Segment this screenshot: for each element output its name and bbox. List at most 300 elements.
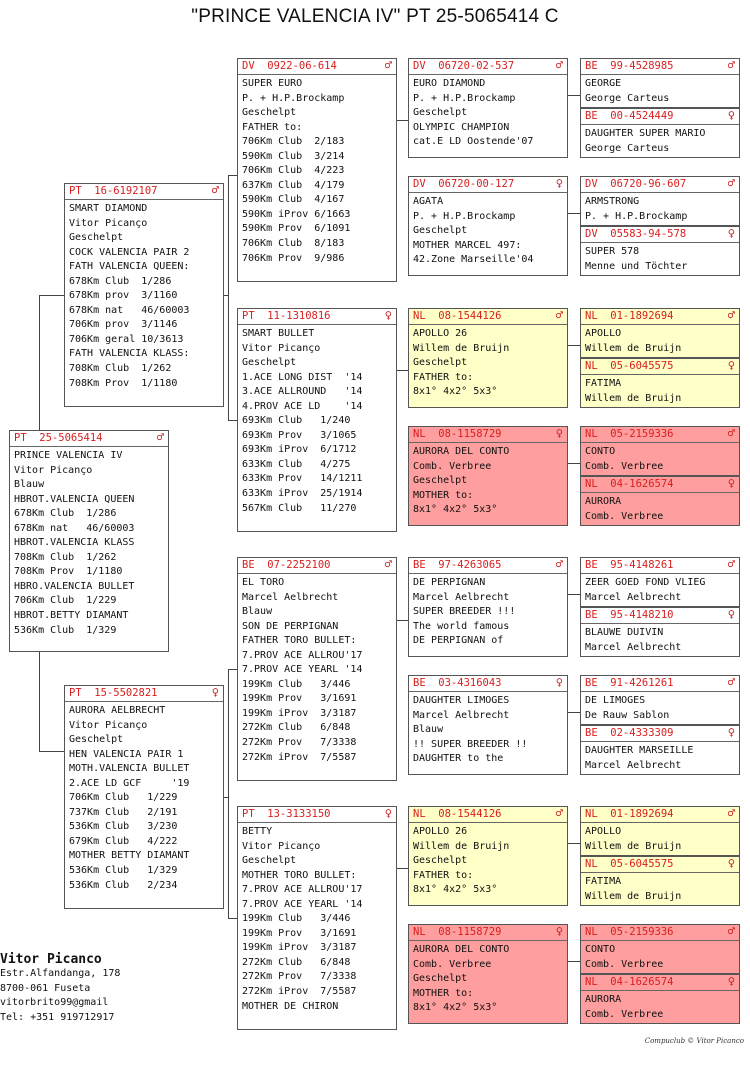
pigeon-name: AURORA AELBRECHT — [69, 705, 166, 716]
pigeon-info-line: 199Km Prov 3/1691 — [242, 693, 357, 705]
pigeon-name: SMART DIAMOND — [69, 203, 148, 214]
ring-label: NL 04-1626574 — [585, 976, 674, 988]
ring-number — [581, 975, 739, 991]
ring-number — [581, 59, 739, 75]
female-symbol-icon: ♀ — [384, 806, 392, 820]
pigeon-info-line: FATH VALENCIA KLASS: — [69, 348, 190, 360]
pigeon-info-line: Geschelpt — [242, 855, 297, 867]
pigeon-info-line: 678Km Club 1/286 — [69, 275, 172, 287]
pigeon-info-line: 706Km Club 4/223 — [242, 165, 345, 177]
pigeon-name: GEORGE — [585, 78, 622, 89]
pigeon-name: BLAUWE DUIVIN — [585, 627, 664, 638]
ring-label: NL 08-1544126 — [413, 310, 502, 322]
connector-line — [228, 669, 229, 919]
pigeon-info-line: MOTHER DE CHIRON — [242, 1000, 339, 1012]
pigeon-card — [580, 607, 740, 657]
pigeon-info-line: Vitor Picanço — [14, 464, 93, 476]
female-symbol-icon: ♀ — [211, 685, 219, 699]
pigeon-info-line: 706Km geral 10/3613 — [69, 333, 184, 345]
male-symbol-icon: ♂ — [727, 308, 735, 322]
pigeon-card — [64, 685, 224, 909]
pigeon-info-line: 272Km iProv 7/5587 — [242, 751, 357, 763]
pigeon-info-line: Geschelpt — [413, 475, 468, 487]
connector-line — [228, 669, 237, 670]
ring-number — [409, 558, 567, 574]
pigeon-card — [580, 176, 740, 226]
female-symbol-icon: ♀ — [727, 974, 735, 988]
pigeon-info-line: 693Km Club 1/240 — [242, 415, 351, 427]
pigeon-name: SUPER 578 — [585, 246, 640, 257]
ring-number — [238, 558, 396, 574]
footer-credit: Compuclub © Vitor Picanco — [644, 1037, 744, 1045]
ring-label: NL 01-1892694 — [585, 808, 674, 820]
pigeon-info-line: 7.PROV ACE ALLROU'17 — [242, 649, 363, 661]
connector-line — [568, 961, 580, 962]
ring-label: DV 06720-00-127 — [413, 178, 515, 190]
pigeon-name: PRINCE VALENCIA IV — [14, 450, 123, 461]
pigeon-card — [408, 675, 568, 775]
pigeon-info-line: !! SUPER BREEDER !! — [413, 738, 528, 750]
pigeon-name: EURO DIAMOND — [413, 78, 486, 89]
female-symbol-icon: ♀ — [555, 924, 563, 938]
ring-number — [65, 184, 223, 200]
pigeon-info-line: cat.E LD Oostende'07 — [413, 136, 534, 148]
owner-phone: Tel: +351 919712917 — [0, 1011, 115, 1023]
female-symbol-icon: ♀ — [555, 176, 563, 190]
pigeon-card — [64, 183, 224, 407]
pigeon-info-line: 8x1° 4x2° 5x3° — [413, 1002, 498, 1014]
pigeon-info-line: 708Km Prov 1/1180 — [14, 566, 123, 578]
pigeon-info-line: Comb. Verbree — [585, 510, 664, 522]
male-symbol-icon: ♂ — [156, 430, 164, 444]
connector-line — [397, 120, 408, 121]
ring-label: NL 04-1626574 — [585, 478, 674, 490]
ring-number — [409, 925, 567, 941]
pigeon-info-line: 633Km Club 4/275 — [242, 458, 351, 470]
female-symbol-icon: ♀ — [727, 108, 735, 122]
ring-number — [238, 807, 396, 823]
pigeon-info-line: 706Km Prov 9/986 — [242, 252, 345, 264]
ring-label: NL 08-1544126 — [413, 808, 502, 820]
pigeon-info-line: Vitor Picanço — [242, 840, 321, 852]
pigeon-info-line: Vitor Picanço — [69, 719, 148, 731]
pigeon-card — [237, 806, 397, 1030]
pigeon-info-line: P. + H.P.Brockamp — [242, 92, 345, 104]
male-symbol-icon: ♂ — [727, 176, 735, 190]
pigeon-info-line: 272Km Prov 7/3338 — [242, 737, 357, 749]
pigeon-info-line: 679Km Club 4/222 — [69, 835, 178, 847]
pigeon-info-line: Willem de Bruijn — [585, 342, 682, 354]
ring-label: BE 03-4316043 — [413, 677, 502, 689]
pigeon-card — [408, 58, 568, 158]
pigeon-info-line: 1.ACE LONG DIST '14 — [242, 371, 363, 383]
pigeon-info-line: 3.ACE ALLROUND '14 — [242, 386, 363, 398]
pigeon-info-line: 590Km iProv 6/1663 — [242, 208, 351, 220]
pigeon-info-line: SON DE PERPIGNAN — [242, 620, 339, 632]
pigeon-info-line: Comb. Verbree — [413, 460, 492, 472]
pigeon-info-line: P. + H.P.Brockamp — [585, 210, 688, 222]
pigeon-info-line: 272Km Prov 7/3338 — [242, 971, 357, 983]
ring-number — [409, 59, 567, 75]
pigeon-card — [580, 557, 740, 607]
pigeon-info-line: 633Km Prov 14/1211 — [242, 473, 363, 485]
ring-number — [409, 177, 567, 193]
pigeon-info-line: Geschelpt — [69, 232, 124, 244]
pigeon-info-line: 8x1° 4x2° 5x3° — [413, 386, 498, 398]
pigeon-info-line: Geschelpt — [413, 225, 468, 237]
pigeon-card — [9, 430, 169, 652]
pigeon-info-line: OLYMPIC CHAMPION — [413, 121, 510, 133]
female-symbol-icon: ♀ — [555, 675, 563, 689]
male-symbol-icon: ♂ — [555, 308, 563, 322]
pigeon-info-line: 567Km Club 11/270 — [242, 502, 357, 514]
pigeon-info-line: 693Km Prov 3/1065 — [242, 429, 357, 441]
pigeon-name: AURORA DEL CONTO — [413, 944, 510, 955]
pigeon-name: CONTO — [585, 446, 616, 457]
ring-label: NL 01-1892694 — [585, 310, 674, 322]
pigeon-info-line: 536Km Club 3/230 — [69, 821, 178, 833]
ring-number — [581, 925, 739, 941]
ring-number — [581, 109, 739, 125]
pigeon-info-line: Marcel Aelbrecht — [413, 591, 510, 603]
ring-label: BE 97-4263065 — [413, 559, 502, 571]
owner-name: Vitor Picanco — [0, 952, 102, 967]
female-symbol-icon: ♀ — [555, 426, 563, 440]
ring-number — [581, 857, 739, 873]
pigeon-name: BETTY — [242, 826, 273, 837]
pigeon-name: FATIMA — [585, 378, 622, 389]
pigeon-info-line: 678Km prov 3/1160 — [69, 290, 178, 302]
ring-number — [409, 427, 567, 443]
connector-line — [228, 918, 237, 919]
pigeon-info-line: 737Km Club 2/191 — [69, 806, 178, 818]
pigeon-card — [580, 226, 740, 276]
ring-label: NL 05-2159336 — [585, 428, 674, 440]
female-symbol-icon: ♀ — [727, 226, 735, 240]
pigeon-info-line: 590Km Club 3/214 — [242, 150, 345, 162]
pigeon-name: AGATA — [413, 196, 444, 207]
female-symbol-icon: ♀ — [727, 725, 735, 739]
pigeon-card — [580, 974, 740, 1024]
pigeon-info-line: Marcel Aelbrecht — [585, 591, 682, 603]
ring-number — [10, 431, 168, 447]
pigeon-name: ZEER GOED FOND VLIEG — [585, 577, 706, 588]
ring-number — [238, 309, 396, 325]
pigeon-card — [580, 924, 740, 974]
pigeon-info-line: FATHER to: — [413, 371, 474, 383]
owner-address: Estr.Alfandanga, 178 — [0, 968, 121, 979]
pigeon-info-line: COCK VALENCIA PAIR 2 — [69, 246, 190, 258]
ring-label: NL 08-1158729 — [413, 428, 502, 440]
ring-number — [581, 309, 739, 325]
connector-line — [39, 652, 40, 752]
female-symbol-icon: ♀ — [384, 308, 392, 322]
female-symbol-icon: ♀ — [727, 856, 735, 870]
pigeon-info-line: FATHER to: — [242, 121, 303, 133]
pigeon-info-line: FATH VALENCIA QUEEN: — [69, 261, 190, 273]
pigeon-name: APOLLO 26 — [413, 328, 468, 339]
ring-label: DV 0922-06-614 — [242, 60, 337, 72]
pigeon-info-line: 708Km Club 1/262 — [14, 551, 117, 563]
ring-number — [581, 558, 739, 574]
pigeon-info-line: Marcel Aelbrecht — [585, 759, 682, 771]
pigeon-info-line: Marcel Aelbrecht — [413, 709, 510, 721]
female-symbol-icon: ♀ — [727, 358, 735, 372]
pigeon-name: DAUGHTER MARSEILLE — [585, 745, 694, 756]
ring-number — [581, 807, 739, 823]
pigeon-info-line: MOTHER TORO BULLET: — [242, 869, 357, 881]
pigeon-info-line: Blauw — [242, 606, 273, 618]
pigeon-card — [237, 557, 397, 781]
pigeon-info-line: Geschelpt — [413, 973, 468, 985]
pigeon-info-line: Comb. Verbree — [585, 460, 664, 472]
pigeon-info-line: Vitor Picanço — [69, 217, 148, 229]
pigeon-name: AURORA — [585, 994, 622, 1005]
connector-line — [568, 213, 580, 214]
pigeon-name: ARMSTRONG — [585, 196, 640, 207]
pigeon-card — [580, 675, 740, 725]
pigeon-info-line: Comb. Verbree — [585, 958, 664, 970]
pigeon-card — [408, 308, 568, 408]
pigeon-name: APOLLO — [585, 826, 622, 837]
pigeon-info-line: Vitor Picanço — [242, 342, 321, 354]
pigeon-info-line: 7.PROV ACE YEARL '14 — [242, 664, 363, 676]
ring-label: BE 95-4148210 — [585, 609, 674, 621]
pigeon-info-line: 678Km nat 46/60003 — [14, 522, 135, 534]
male-symbol-icon: ♂ — [384, 557, 392, 571]
ring-number — [581, 726, 739, 742]
pigeon-info-line: DE PERPIGNAN of — [413, 635, 504, 647]
pigeon-card — [237, 58, 397, 282]
pigeon-info-line: HBROT.VALENCIA KLASS — [14, 537, 135, 549]
ring-number — [581, 477, 739, 493]
ring-number — [238, 59, 396, 75]
pigeon-info-line: SUPER BREEDER !!! — [413, 606, 516, 618]
pigeon-card — [237, 308, 397, 532]
pigeon-name: AURORA — [585, 496, 622, 507]
male-symbol-icon: ♂ — [555, 557, 563, 571]
pigeon-info-line: Menne und Töchter — [585, 260, 688, 272]
ring-label: PT 25-5065414 — [14, 432, 103, 444]
ring-label: BE 99-4528985 — [585, 60, 674, 72]
pigeon-card — [580, 108, 740, 158]
pigeon-info-line: 199Km Prov 3/1691 — [242, 927, 357, 939]
male-symbol-icon: ♂ — [555, 58, 563, 72]
pigeon-name: DE LIMOGES — [585, 695, 646, 706]
ring-label: NL 05-2159336 — [585, 926, 674, 938]
pigeon-info-line: 536Km Club 1/329 — [69, 865, 178, 877]
pigeon-info-line: Blauw — [14, 479, 45, 491]
pigeon-info-line: FATHER to: — [413, 869, 474, 881]
ring-label: PT 16-6192107 — [69, 185, 158, 197]
ring-number — [409, 807, 567, 823]
ring-label: PT 11-1310816 — [242, 310, 331, 322]
pigeon-info-line: Willem de Bruijn — [585, 840, 682, 852]
pigeon-info-line: 536Km Club 1/329 — [14, 624, 117, 636]
ring-label: NL 05-6045575 — [585, 360, 674, 372]
connector-line — [568, 95, 580, 96]
pigeon-info-line: HBROT.VALENCIA QUEEN — [14, 493, 135, 505]
male-symbol-icon: ♂ — [727, 426, 735, 440]
pigeon-name: FATIMA — [585, 876, 622, 887]
pigeon-info-line: 7.PROV ACE ALLROU'17 — [242, 884, 363, 896]
pigeon-card — [408, 806, 568, 906]
ring-label: BE 02-4333309 — [585, 727, 674, 739]
male-symbol-icon: ♂ — [727, 557, 735, 571]
male-symbol-icon: ♂ — [727, 58, 735, 72]
pigeon-info-line: The world famous — [413, 620, 510, 632]
pigeon-card — [408, 426, 568, 526]
pigeon-card — [580, 856, 740, 906]
pigeon-card — [580, 308, 740, 358]
pigeon-card — [408, 924, 568, 1024]
pigeon-info-line: Geschelpt — [242, 357, 297, 369]
pigeon-card — [408, 557, 568, 657]
pigeon-info-line: DAUGHTER to the — [413, 753, 504, 765]
owner-email: vitorbrito99@gmail — [0, 997, 109, 1008]
pigeon-info-line: P. + H.P.Brockamp — [413, 92, 516, 104]
male-symbol-icon: ♂ — [211, 183, 219, 197]
pigeon-info-line: 199Km iProv 3/3187 — [242, 707, 357, 719]
pigeon-info-line: Marcel Aelbrecht — [242, 591, 339, 603]
male-symbol-icon: ♂ — [384, 58, 392, 72]
male-symbol-icon: ♂ — [727, 924, 735, 938]
pigeon-info-line: Geschelpt — [413, 357, 468, 369]
pigeon-info-line: 708Km Club 1/262 — [69, 363, 172, 375]
ring-label: BE 95-4148261 — [585, 559, 674, 571]
pigeon-info-line: Comb. Verbree — [585, 1008, 664, 1020]
pigeon-info-line: 706Km Club 2/183 — [242, 136, 345, 148]
pigeon-info-line: 199Km Club 3/446 — [242, 678, 351, 690]
pigeon-info-line: 678Km nat 46/60003 — [69, 304, 190, 316]
pigeon-info-line: MOTHER BETTY DIAMANT — [69, 850, 190, 862]
pigeon-info-line: MOTH.VALENCIA BULLET — [69, 763, 190, 775]
ring-number — [65, 686, 223, 702]
connector-line — [39, 751, 64, 752]
pigeon-info-line: George Carteus — [585, 92, 670, 104]
pigeon-name: APOLLO 26 — [413, 826, 468, 837]
pedigree-title: "PRINCE VALENCIA IV" PT 25-5065414 C — [191, 6, 559, 27]
pigeon-card — [580, 476, 740, 526]
pigeon-info-line: 2.ACE LD GCF '19 — [69, 777, 190, 789]
pigeon-info-line: HBRO.VALENCIA BULLET — [14, 580, 135, 592]
connector-line — [568, 345, 580, 346]
pigeon-info-line: 590Km Club 4/167 — [242, 194, 345, 206]
ring-number — [581, 676, 739, 692]
ring-label: PT 15-5502821 — [69, 687, 158, 699]
pigeon-info-line: 706Km Club 1/229 — [69, 792, 178, 804]
pigeon-info-line: 678Km Club 1/286 — [14, 508, 117, 520]
pigeon-info-line: Geschelpt — [413, 107, 468, 119]
pigeon-info-line: Marcel Aelbrecht — [585, 641, 682, 653]
ring-label: NL 08-1158729 — [413, 926, 502, 938]
ring-number — [581, 359, 739, 375]
ring-number — [581, 427, 739, 443]
connector-line — [228, 175, 229, 420]
pigeon-card — [580, 358, 740, 408]
pigeon-info-line: 272Km Club 6/848 — [242, 722, 351, 734]
pigeon-info-line: 637Km Club 4/179 — [242, 179, 345, 191]
pigeon-info-line: Geschelpt — [242, 107, 297, 119]
pigeon-info-line: 272Km iProv 7/5587 — [242, 986, 357, 998]
pigeon-info-line: 706Km Club 8/183 — [242, 238, 345, 250]
pigeon-info-line: Geschelpt — [413, 855, 468, 867]
pigeon-info-line: 706Km Club 1/229 — [14, 595, 117, 607]
pigeon-info-line: 706Km prov 3/1146 — [69, 319, 178, 331]
ring-number — [409, 676, 567, 692]
pigeon-info-line: MOTHER to: — [413, 987, 474, 999]
pigeon-info-line: 42.Zone Marseille'04 — [413, 254, 534, 266]
ring-number — [581, 227, 739, 243]
pigeon-name: APOLLO — [585, 328, 622, 339]
pigeon-info-line: MOTHER MARCEL 497: — [413, 239, 522, 251]
male-symbol-icon: ♂ — [555, 806, 563, 820]
connector-line — [39, 295, 40, 430]
pigeon-card — [580, 725, 740, 775]
pigeon-info-line: 693Km iProv 6/1712 — [242, 444, 357, 456]
pigeon-info-line: P. + H.P.Brockamp — [413, 210, 516, 222]
pigeon-name: DE PERPIGNAN — [413, 577, 486, 588]
male-symbol-icon: ♂ — [727, 675, 735, 689]
female-symbol-icon: ♀ — [727, 476, 735, 490]
owner-info — [0, 952, 220, 1025]
pigeon-card — [580, 58, 740, 108]
connector-line — [397, 868, 408, 869]
pigeon-info-line: 536Km Club 2/234 — [69, 879, 178, 891]
pigeon-info-line: 199Km Club 3/446 — [242, 913, 351, 925]
pigeon-name: SUPER EURO — [242, 78, 303, 89]
connector-line — [568, 463, 580, 464]
pigeon-info-line: Willem de Bruijn — [413, 342, 510, 354]
connector-line — [39, 295, 64, 296]
ring-label: DV 05583-94-578 — [585, 228, 687, 240]
pigeon-info-line: HBROT.BETTY DIAMANT — [14, 610, 129, 622]
pigeon-name: CONTO — [585, 944, 616, 955]
pigeon-info-line: Geschelpt — [69, 734, 124, 746]
pigeon-info-line: 708Km Prov 1/1180 — [69, 377, 178, 389]
ring-label: NL 05-6045575 — [585, 858, 674, 870]
male-symbol-icon: ♂ — [727, 806, 735, 820]
pigeon-info-line: George Carteus — [585, 142, 670, 154]
connector-line — [568, 594, 580, 595]
ring-label: BE 07-2252100 — [242, 559, 331, 571]
pigeon-name: SMART BULLET — [242, 328, 315, 339]
pigeon-card — [580, 806, 740, 856]
pigeon-info-line: MOTHER to: — [413, 489, 474, 501]
pigeon-info-line: Willem de Bruijn — [585, 392, 682, 404]
connector-line — [568, 843, 580, 844]
pigeon-name: AURORA DEL CONTO — [413, 446, 510, 457]
pigeon-card — [580, 426, 740, 476]
pigeon-info-line: 4.PROV ACE LD '14 — [242, 400, 363, 412]
pigeon-info-line: HEN VALENCIA PAIR 1 — [69, 748, 184, 760]
pigeon-name: DAUGHTER LIMOGES — [413, 695, 510, 706]
ring-number — [409, 309, 567, 325]
pigeon-info-line: Willem de Bruijn — [413, 840, 510, 852]
ring-label: BE 91-4261261 — [585, 677, 674, 689]
pigeon-info-line: 590Km Prov 6/1091 — [242, 223, 351, 235]
pigeon-info-line: 272Km Club 6/848 — [242, 956, 351, 968]
pigeon-info-line: 199Km iProv 3/3187 — [242, 942, 357, 954]
connector-line — [397, 370, 408, 371]
pigeon-card — [408, 176, 568, 276]
pigeon-info-line: De Rauw Sablon — [585, 709, 670, 721]
owner-postcode: 8700-061 Fuseta — [0, 982, 91, 994]
pigeon-info-line: 8x1° 4x2° 5x3° — [413, 504, 498, 516]
pigeon-info-line: 633Km iProv 25/1914 — [242, 488, 363, 500]
pigeon-name: DAUGHTER SUPER MARIO — [585, 128, 706, 139]
connector-line — [228, 420, 237, 421]
